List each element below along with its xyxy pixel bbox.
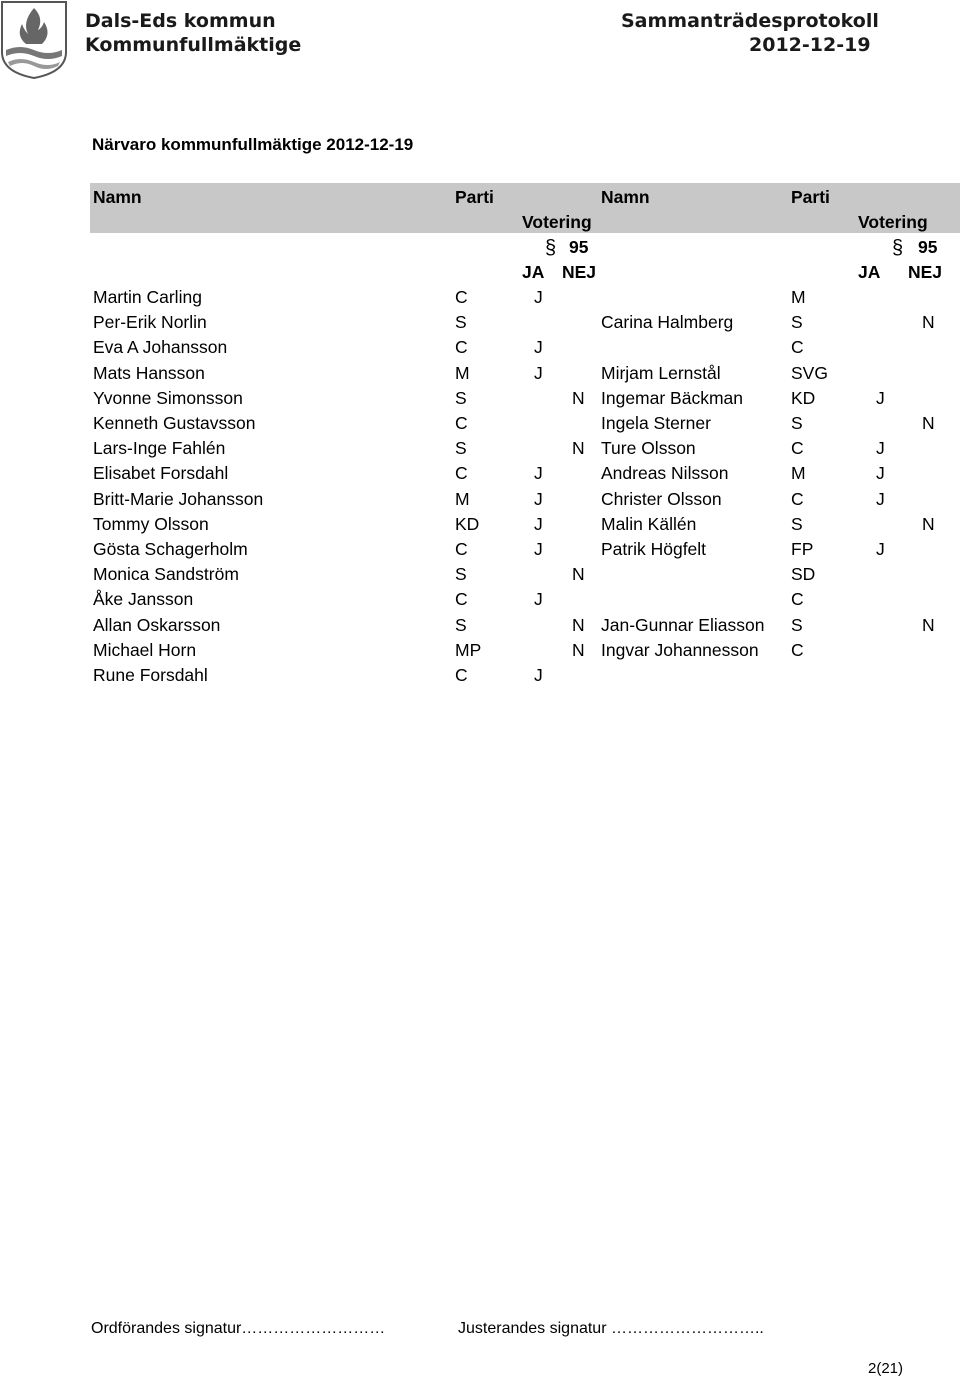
vote-yes-left: J (534, 513, 543, 534)
member-name-left: Eva A Johansson (93, 337, 228, 358)
member-name-right: Patrik Högfelt (601, 539, 707, 559)
col-name-header-right: Namn (601, 187, 650, 207)
col-no-header-left: NEJ (562, 262, 597, 282)
member-name-left: Yvonne Simonsson (93, 387, 243, 408)
col-vote-header-left: Votering (522, 212, 592, 232)
member-party-right: C (791, 438, 804, 459)
municipal-coat-of-arms-icon (0, 0, 68, 80)
vote-no-left: N (572, 639, 585, 660)
member-party-left: C (455, 665, 468, 685)
member-name-left: Martin Carling (93, 287, 202, 307)
member-name-right: Ingemar Bäckman (601, 387, 744, 408)
member-party-left: S (455, 614, 467, 635)
vote-yes-right: J (876, 488, 885, 509)
member-name-left: Allan Oskarsson (93, 614, 221, 635)
member-party-right: SVG (791, 362, 828, 383)
page-title: Närvaro kommunfullmäktige 2012-12-19 (92, 135, 414, 154)
vote-yes-left: J (534, 665, 543, 685)
col-party-header-right: Parti (791, 187, 830, 207)
member-name-left: Elisabet Forsdahl (93, 463, 229, 484)
col-yes-header-right: JA (858, 262, 881, 282)
member-party-left: S (455, 312, 467, 333)
member-party-right: C (791, 639, 804, 660)
section-number-right: 95 (918, 237, 938, 257)
vote-yes-left: J (534, 589, 543, 610)
member-name-left: Per-Erik Norlin (93, 312, 207, 333)
member-party-left: C (455, 287, 468, 307)
member-party-right: C (791, 488, 804, 509)
member-name-left: Åke Jansson (93, 589, 194, 610)
member-party-right: S (791, 513, 803, 534)
member-name-right: Jan-Gunnar Eliasson (601, 614, 765, 635)
member-party-right: C (791, 589, 804, 610)
member-party-left: S (455, 564, 467, 585)
vote-yes-left: J (534, 463, 543, 484)
member-name-left: Kenneth Gustavsson (93, 413, 256, 433)
col-no-header-right: NEJ (908, 262, 943, 282)
section-symbol-right: § (892, 237, 904, 259)
vote-yes-left: J (534, 287, 543, 307)
member-name-right: Andreas Nilsson (601, 463, 729, 484)
member-name-right: Mirjam Lernstål (601, 362, 721, 383)
member-name-right: Malin Källén (601, 513, 697, 534)
vote-no-right: N (922, 413, 935, 433)
member-name-left: Britt-Marie Johansson (93, 488, 264, 509)
member-party-left: M (455, 362, 470, 383)
member-party-right: M (791, 287, 806, 307)
member-name-left: Tommy Olsson (93, 513, 209, 534)
vote-yes-right: J (876, 387, 885, 408)
member-party-right: C (791, 337, 804, 358)
vote-no-right: N (922, 614, 935, 635)
vote-yes-right: J (876, 463, 885, 484)
member-party-left: M (455, 488, 470, 509)
member-name-right: Ture Olsson (601, 438, 696, 459)
member-party-right: S (791, 413, 803, 433)
member-name-right: Ingvar Johannesson (601, 639, 759, 660)
vote-no-right: N (922, 513, 935, 534)
member-party-left: MP (455, 639, 482, 660)
member-party-left: KD (455, 513, 480, 534)
member-party-left: C (455, 589, 468, 610)
member-name-right: Carina Halmberg (601, 312, 734, 333)
member-party-left: S (455, 387, 467, 408)
member-name-left: Michael Horn (93, 639, 197, 660)
col-vote-header-right: Votering (858, 212, 928, 232)
vote-yes-left: J (534, 539, 543, 559)
member-name-right: Ingela Sterner (601, 413, 711, 433)
vote-yes-left: J (534, 488, 543, 509)
vote-yes-left: J (534, 337, 543, 358)
member-party-left: C (455, 413, 468, 433)
vote-no-left: N (572, 564, 585, 585)
member-name-left: Monica Sandström (93, 564, 239, 585)
page-header (0, 0, 960, 80)
col-yes-header-left: JA (522, 262, 545, 282)
section-number-left: 95 (569, 237, 589, 257)
vote-yes-left: J (534, 362, 543, 383)
vote-no-right: N (922, 312, 935, 333)
section-symbol-left: § (545, 237, 557, 259)
document-type: Sammanträdesprotokoll (621, 10, 879, 32)
vote-no-left: N (572, 387, 585, 408)
vote-yes-right: J (876, 539, 885, 559)
member-name-right: Christer Olsson (601, 488, 722, 509)
vote-no-left: N (572, 614, 585, 635)
member-name-left: Gösta Schagerholm (93, 539, 248, 559)
member-party-right: SD (791, 564, 816, 585)
member-party-left: S (455, 438, 467, 459)
member-name-left: Lars-Inge Fahlén (93, 438, 226, 459)
table-header-background-extension (950, 183, 960, 208)
member-party-right: S (791, 312, 803, 333)
header-date: 2012-12-19 (749, 34, 871, 56)
member-party-right: KD (791, 387, 816, 408)
vote-no-left: N (572, 438, 585, 459)
member-name-left: Rune Forsdahl (93, 665, 208, 685)
member-party-left: C (455, 463, 468, 484)
member-party-left: C (455, 337, 468, 358)
page-number: 2(21) (868, 1360, 904, 1377)
municipality-name: Dals-Eds kommun (85, 10, 276, 32)
member-party-right: FP (791, 539, 814, 559)
chair-signature-line: Ordförandes signatur……………………… (91, 1320, 386, 1337)
member-party-right: S (791, 614, 803, 635)
body-name: Kommunfullmäktige (85, 34, 302, 56)
adjuster-signature-line: Justerandes signatur ……………………….. (458, 1320, 764, 1337)
vote-yes-right: J (876, 438, 885, 459)
member-party-right: M (791, 463, 806, 484)
member-party-left: C (455, 539, 468, 559)
member-name-left: Mats Hansson (93, 362, 205, 383)
col-party-header-left: Parti (455, 187, 494, 207)
col-name-header-left: Namn (93, 187, 142, 207)
